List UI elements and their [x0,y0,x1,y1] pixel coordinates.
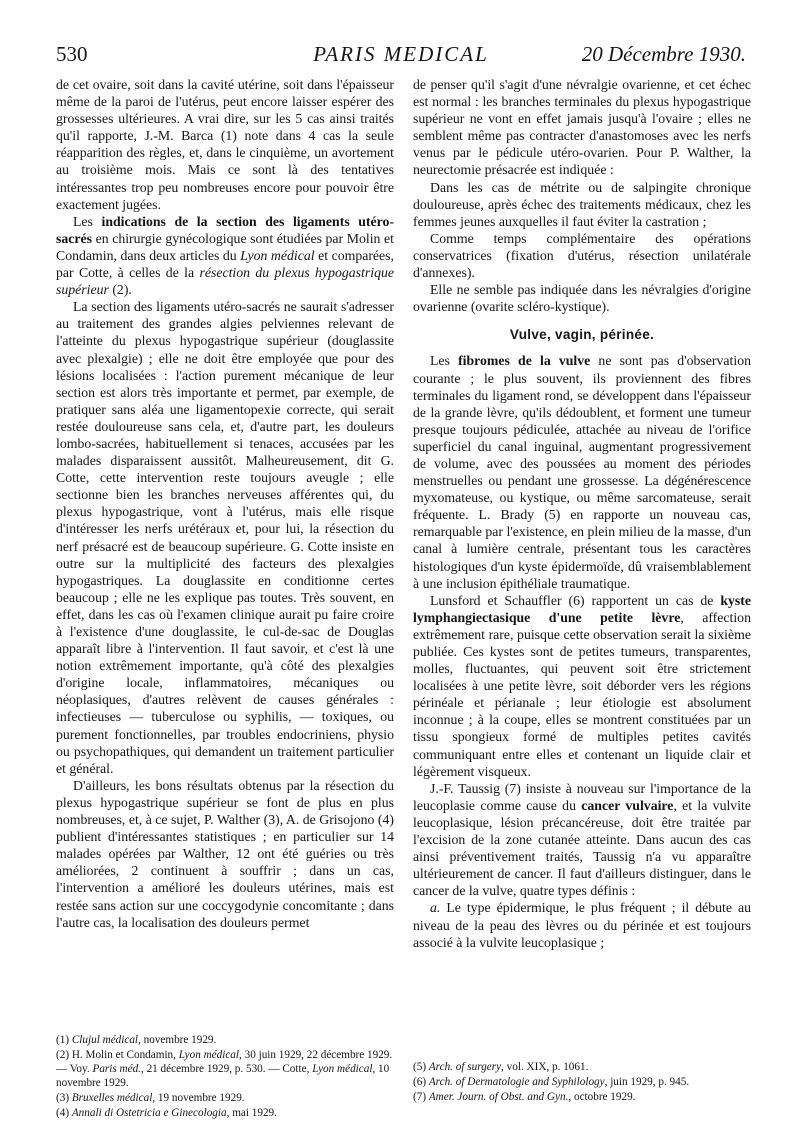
paragraph-epidermic-type: a. Le type épidermique, le plus fréquent ; il débute au niveau de la peau des lèvres ou du périnée et est toujours associé à la vulvite leucoplasique ; [413,900,751,950]
paragraph-metritis: Dans les cas de métrite ou de salpingite chronique douloureuse, après échec des traitements médicaux, chez les femmes jeunes auxquelles il faut éviter la castration ; [413,179,751,229]
footnote-5: (5) Arch. of surgery, vol. XIX, p. 1061. [413,1061,589,1073]
paragraph-ovary-continuation: de cet ovaire, soit dans la cavité utérine, soit dans l'épaisseur même de la paroi de l'utérus, peut encore laisser espérer des grossesses ultérieures. A vrai dire, sur les 5 cas ainsi traités qu'il rapporte, J.-M. Barca (1) note dans 4 cas la seule réapparition des règles, et, dans le cinquième, un avortement au troisième mois. Mais ce sont là des tentatives intéressantes trop peu nombreuses encore pour pouvoir être exactement jugées. [56,77,394,212]
footnote-1: (1) Clujul médical, novembre 1929. [56,1034,217,1046]
paragraph-plexus-results: D'ailleurs, les bons résultats obtenus par la résection du plexus hypogastrique supérieur se font de plus en plus nombreuses, et, à ce sujet, P. Walther (3), A. de Grisojono (4) publient d'intéressantes statistiques ; en particulier sur 14 malades opérées par Walther, 12 ont été guéries ou très améliorées, 2 continuent à souffrir ; dans un cas, l'intervention a amélioré les douleurs utérines, mais est restée sans action sur une coccygodynie concomitante ; dans l'autre cas, la localisation des douleurs permet [56,777,394,930]
bold-term: cancer vulvaire [581,797,674,813]
right-column [413,76,751,951]
footnote-3: (3) Bruxelles médical, 19 novembre 1929. [56,1092,245,1104]
journal-name: Lyon médical [240,247,315,263]
left-column [56,76,394,931]
footnote-7: (7) Amer. Journ. of Obst. and Gyn., octobre 1929. [413,1091,636,1103]
paragraph-lymphangiectatic-cyst: Lunsford et Schauffler (6) rapportent un cas de kyste lymphangiectasique d'une petite lèvre, affection extrêmement rare, puisque cette observation serait la sixième publiée. Ces kystes sont de petites tumeurs, transparentes, molles, fluctuantes, qui peuvent soit être strictement localisées à une petite lèvre, soit déborder vers les régions périnéale et périanale ; leur étiologie est absolument inconnue ; à la coupe, elles se montrent constituées par un tissu spongieux formé de multiples petites cavités communiquant entre elles et contenant un liquide clair et légèrement visqueux. [413,592,751,779]
italic-term: résection du plexus hypogastrique supérieur [56,265,394,298]
footnote-6: (6) Arch. of Dermatologie and Syphilology, juin 1929, p. 945. [413,1076,690,1088]
paragraph-utero-sacral-indications: Les indications de la section des ligaments utéro-sacrés en chirurgie gynécologique sont étudiées par Molin et Condamin, dans deux articles du Lyon médical et comparées, par Cotte, à celles de la résection du plexus hypogastrique supérieur (2). [56,213,395,298]
bold-term: indications de la section des ligaments utéro-sacrés [56,213,394,246]
page-header [56,42,746,72]
journal-title: PARIS MEDICAL [313,42,489,66]
paragraph-vulvar-fibromas: Les fibromes de la vulve ne sont pas d'observation courante ; le plus souvent, ils proviennent des fibres terminales du ligament rond, se développent dans l'épaisseur de la grande lèvre, qu'ils dédoublent, et forment une tumeur presque toujours pédiculée, attachée au niveau de l'orifice superficiel du canal inguinal, augmentant progressivement de volume, avec des poussées au moment des périodes menstruelles ou pendant une grossesse. La dégénérescence myxomateuse, ou kystique, ou même sarcomateuse, serait fréquente. L. Brady (5) en rapporte un nouveau cas, remarquable par l'existence, en plein milieu de la masse, d'un canal à lumière centrale, présentant tous les caractères histologiques d'un kyste épidermoïde, dû vraisemblablement à une inclusion épithéliale traumatique. [413,353,752,591]
page-number: 530 [56,42,88,66]
right-footnotes [413,1060,751,1105]
issue-date: 20 Décembre 1930. [581,42,746,66]
left-footnotes [56,1033,394,1121]
section-heading: Vulve, vagin, périnée. [509,327,655,343]
bold-term: kyste lymphangiectasique d'une petite lèvre [413,592,751,625]
paragraph-not-indicated: Elle ne semble pas indiquée dans les névralgies d'origine ovarienne (ovarite scléro-kystique). [413,282,751,315]
footnote-2: (2) H. Molin et Condamin, Lyon médical, 30 juin 1929, 22 décembre 1929. — Voy. Paris méd., 21 décembre 1929, p. 530. — Cotte, Lyon médical, 10 novembre 1929. [56,1049,393,1089]
footnote-4: (4) Annali di Ostetricia e Ginecologia, mai 1929. [56,1107,277,1119]
paragraph-section-ligaments: La section des ligaments utéro-sacrés ne saurait s'adresser au traitement des grandes algies pelviennes relevant de l'atteinte du plexus hypogastrique supérieur (douglassite avec plexalgie) ; elle ne doit être employée que pour des lésions localisées : l'action purement mécanique de leur section est alors très importante et permet, par exemple, de pratiquer sans aléa une ligamentopexie correcte, qui serait restée douloureuse sans cela, et, d'autre part, les douleurs lombo-sacrées, habituellement si tenaces, accusées par les malades disparaissent aussitôt. Malheureusement, dit G. Cotte, cette intervention reste toujours aveugle ; elle sectionne bien les branches nerveuses afférentes qui, du plexus hypogastrique, vont à l'utérus, mais elle risque d'intéresser les nerfs urétéraux et, pour lui, la résection du nerf présacré est de beaucoup supérieure. G. Cotte insiste en outre sur la multiplicité des facteurs des plexalgies hypogastriques. La douglassite en conditionne certes beaucoup ; elle ne les explique pas toutes. Très souvent, en effet, dans les cas où l'examen clinique aurait pu faire croire à l'existence d'une douglassite, le cul-de-sac de Douglas apparaît libre à l'intervention. Il faut savoir, et c'est là une notion extrêmement importante, qu'à côté des plexalgies d'origine locale, inflammatoires, mécaniques ou néoplasiques, d'autres relèvent de causes générales : infectieuses — tuberculose ou syphilis, — toxiques, ou purement fonctionnelles, par troubles endocriniens, physio ou psychopathiques, qui demandent un traitement particulier et général. [56,299,394,776]
bold-term: fibromes de la vulve [458,353,591,369]
paragraph-vulvar-cancer: J.-F. Taussig (7) insiste à nouveau sur l'importance de la leucoplasie comme cause du cancer vulvaire, et la vulvite leucoplasique, lésion précancéreuse, doit être traitée par l'excision de la zone cutanée atteinte. Dans aucun des cas ainsi préventivement traités, Taussig n'a vu apparaître ultérieurement de cancer. Il faut d'ailleurs distinguer, dans le cancer de la vulve, quatre types définis : [413,780,751,899]
paragraph-complementary: Comme temps complémentaire des opérations conservatrices (fixation d'utérus, résection unilatérale d'annexes). [413,230,751,281]
paragraph-ovarian-neuralgia: de penser qu'il s'agit d'une névralgie ovarienne, et cet échec est normal : les branches terminales du plexus hypogastrique supérieur ne vont en effet jamais jusqu'à l'ovaire ; elles ne semblent même pas contracter d'anastomoses avec les nerfs venus par le pédicule utéro-ovarien. Pour P. Walther, la neurectomie présacrée est indiquée : [413,77,751,178]
